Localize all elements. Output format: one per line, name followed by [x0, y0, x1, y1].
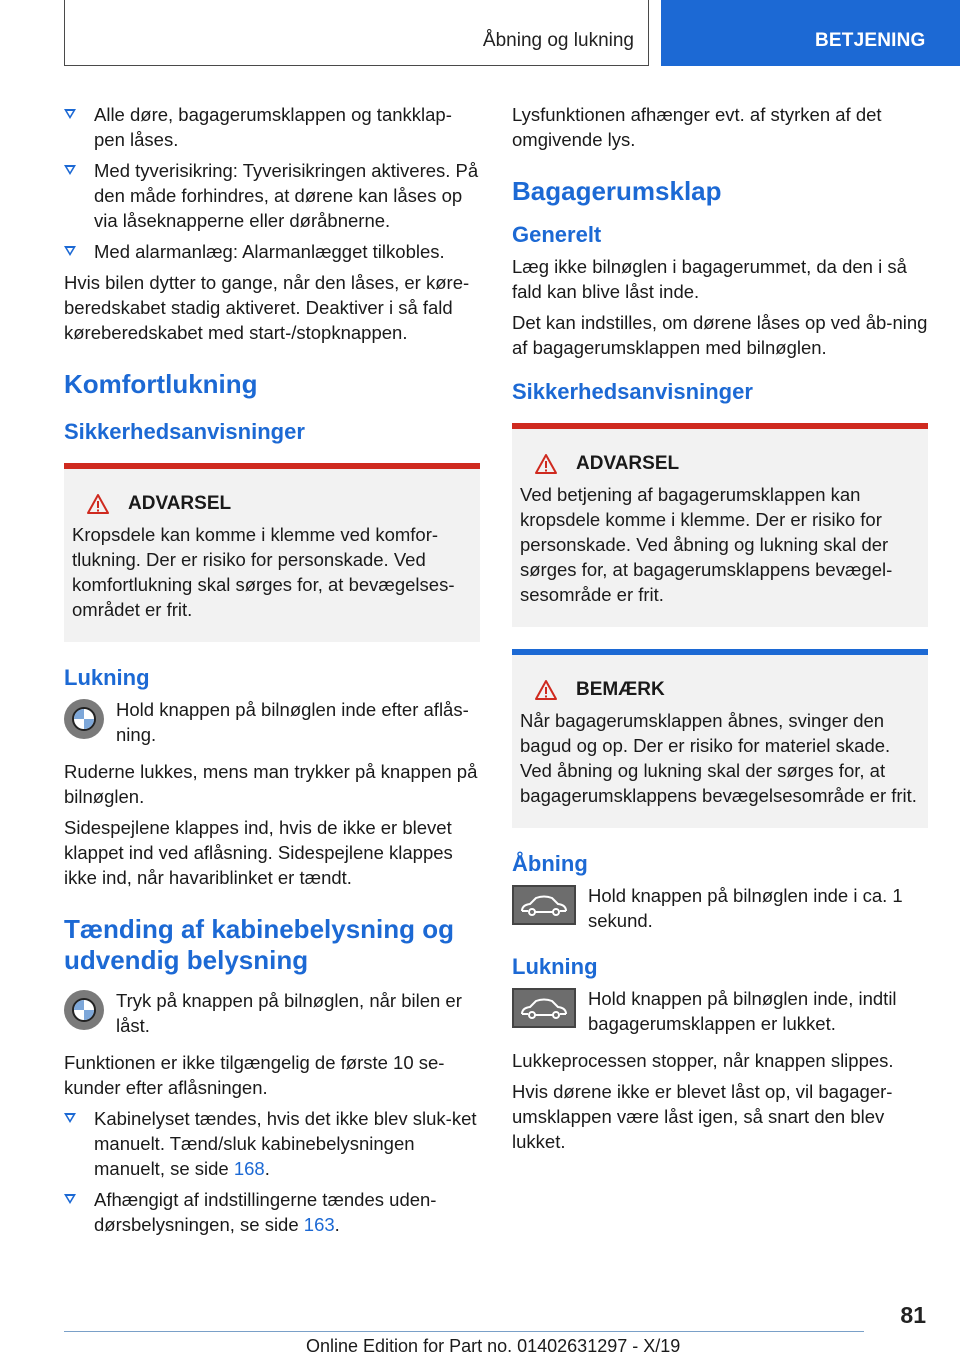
warning-body: Kropsdele kan komme i klemme ved komfor-tlukning. Der er risiko for personskade. Ved komfortlukning skal sørges for, at bevægelses-området er frit.	[72, 524, 455, 620]
list-item: Med tyverisikring: Tyverisikringen aktiveres. På den måde forhindres, at dørene kan låses op via låseknapperne eller døråbnerne.	[64, 158, 480, 233]
heading-taending: Tænding af kabinebelysning og udvendig belysning	[64, 914, 455, 975]
heading-generelt: Generelt	[512, 222, 602, 247]
left-column	[64, 102, 480, 1243]
trunk-button-icon	[512, 885, 576, 925]
bullet-triangle-icon	[64, 246, 76, 256]
bullet-triangle-icon	[64, 165, 76, 175]
warning-box	[512, 423, 928, 627]
page-number: 81	[900, 1302, 926, 1328]
paragraph: Lysfunktionen afhænger evt. af styrken af det omgivende lys.	[512, 104, 882, 150]
warning-triangle-icon	[534, 679, 558, 701]
paragraph: Læg ikke bilnøglen i bagagerummet, da den i så fald kan blive låst inde.	[512, 256, 907, 302]
key-instruction: Tryk på knappen på bilnøglen, når bilen er låst.	[64, 988, 480, 1038]
right-column	[512, 102, 928, 1160]
list-item: Med alarmanlæg: Alarmanlægget tilkobles.	[64, 239, 480, 264]
bmw-key-button-icon	[64, 699, 104, 739]
key-instruction: Hold knappen på bilnøglen inde i ca. 1 sekund.	[512, 883, 928, 933]
header-section-title: Åbning og lukning	[482, 30, 634, 51]
page-link[interactable]: 163	[303, 1214, 335, 1235]
list-item: Alle døre, bagagerumsklappen og tankklap-pen låses.	[64, 102, 480, 152]
heading-bagagerumsklap: Bagagerumsklap	[512, 176, 722, 206]
heading-sikkerhedsanvisninger: Sikkerhedsanvisninger	[64, 419, 305, 444]
list-item: Kabinelyset tændes, hvis det ikke blev sluk-ket manuelt. Tænd/sluk kabinebelysningen manuelt, se side 168.	[64, 1106, 480, 1181]
warning-body: Ved betjening af bagagerumsklappen kan kropsdele komme i klemme. Der er risiko for personskade. Ved åbning og lukning skal der sørges for, at bagagerumsklappens bevægel-sesområde er frit.	[520, 484, 893, 605]
paragraph: Hvis bilen dytter to gange, når den låses, er køre-beredskabet stadig aktiveret. Deaktiver i så fald køreberedskabet med start-/stopknappen.	[64, 272, 470, 343]
warning-title: ADVARSEL	[520, 451, 920, 476]
notice-body: Når bagagerumsklappen åbnes, svinger den bagud og op. Der er risiko for materiel skade. Ved åbning og lukning skal der sørges for, at bagagerumsklappens bevægelsesområde er frit.	[520, 710, 917, 806]
header-chapter-tab	[661, 0, 960, 66]
bullet-triangle-icon	[64, 1113, 76, 1123]
header-section-box	[64, 0, 649, 66]
paragraph: Sidespejlene klappes ind, hvis de ikke er blevet klappet ind ved aflåsning. Sidespejlene klappes ikke ind, når havariblinket er tændt.	[64, 817, 453, 888]
list-item: Afhængigt af indstillingerne tændes uden-dørsbelysningen, se side 163.	[64, 1187, 480, 1237]
page-link[interactable]: 168	[233, 1158, 265, 1179]
paragraph: Funktionen er ikke tilgængelig de første 10 se-kunder efter aflåsningen.	[64, 1052, 445, 1098]
paragraph: Hvis dørene ikke er blevet låst op, vil bagager-umsklappen være låst igen, så snart den blev lukket.	[512, 1081, 893, 1152]
footer-divider	[64, 1331, 864, 1332]
notice-title: BEMÆRK	[520, 677, 920, 702]
key-instruction: Hold knappen på bilnøglen inde, indtil bagagerumsklappen er lukket.	[512, 986, 928, 1036]
heading-lukning: Lukning	[512, 954, 598, 979]
header-chapter-title: BETJENING	[815, 30, 926, 51]
key-instruction: Hold knappen på bilnøglen inde efter aflås-ning.	[64, 697, 480, 747]
notice-box	[512, 649, 928, 828]
heading-komfortlukning: Komfortlukning	[64, 369, 258, 399]
bullet-triangle-icon	[64, 109, 76, 119]
bullet-triangle-icon	[64, 1194, 76, 1204]
bmw-key-button-icon	[64, 990, 104, 1030]
heading-sikkerhedsanvisninger: Sikkerhedsanvisninger	[512, 379, 753, 404]
trunk-button-icon	[512, 988, 576, 1028]
heading-aabning: Åbning	[512, 851, 588, 876]
footer-text: Online Edition for Part no. 01402631297 - X/19	[306, 1336, 681, 1356]
paragraph: Ruderne lukkes, mens man trykker på knappen på bilnøglen.	[64, 761, 478, 807]
warning-box	[64, 463, 480, 642]
heading-lukning: Lukning	[64, 665, 150, 690]
warning-triangle-icon	[86, 493, 110, 515]
paragraph: Lukkeprocessen stopper, når knappen slippes.	[512, 1050, 894, 1071]
paragraph: Det kan indstilles, om dørene låses op ved åb-ning af bagagerumsklappen med bilnøglen.	[512, 312, 928, 358]
warning-title: ADVARSEL	[72, 491, 472, 516]
warning-triangle-icon	[534, 453, 558, 475]
